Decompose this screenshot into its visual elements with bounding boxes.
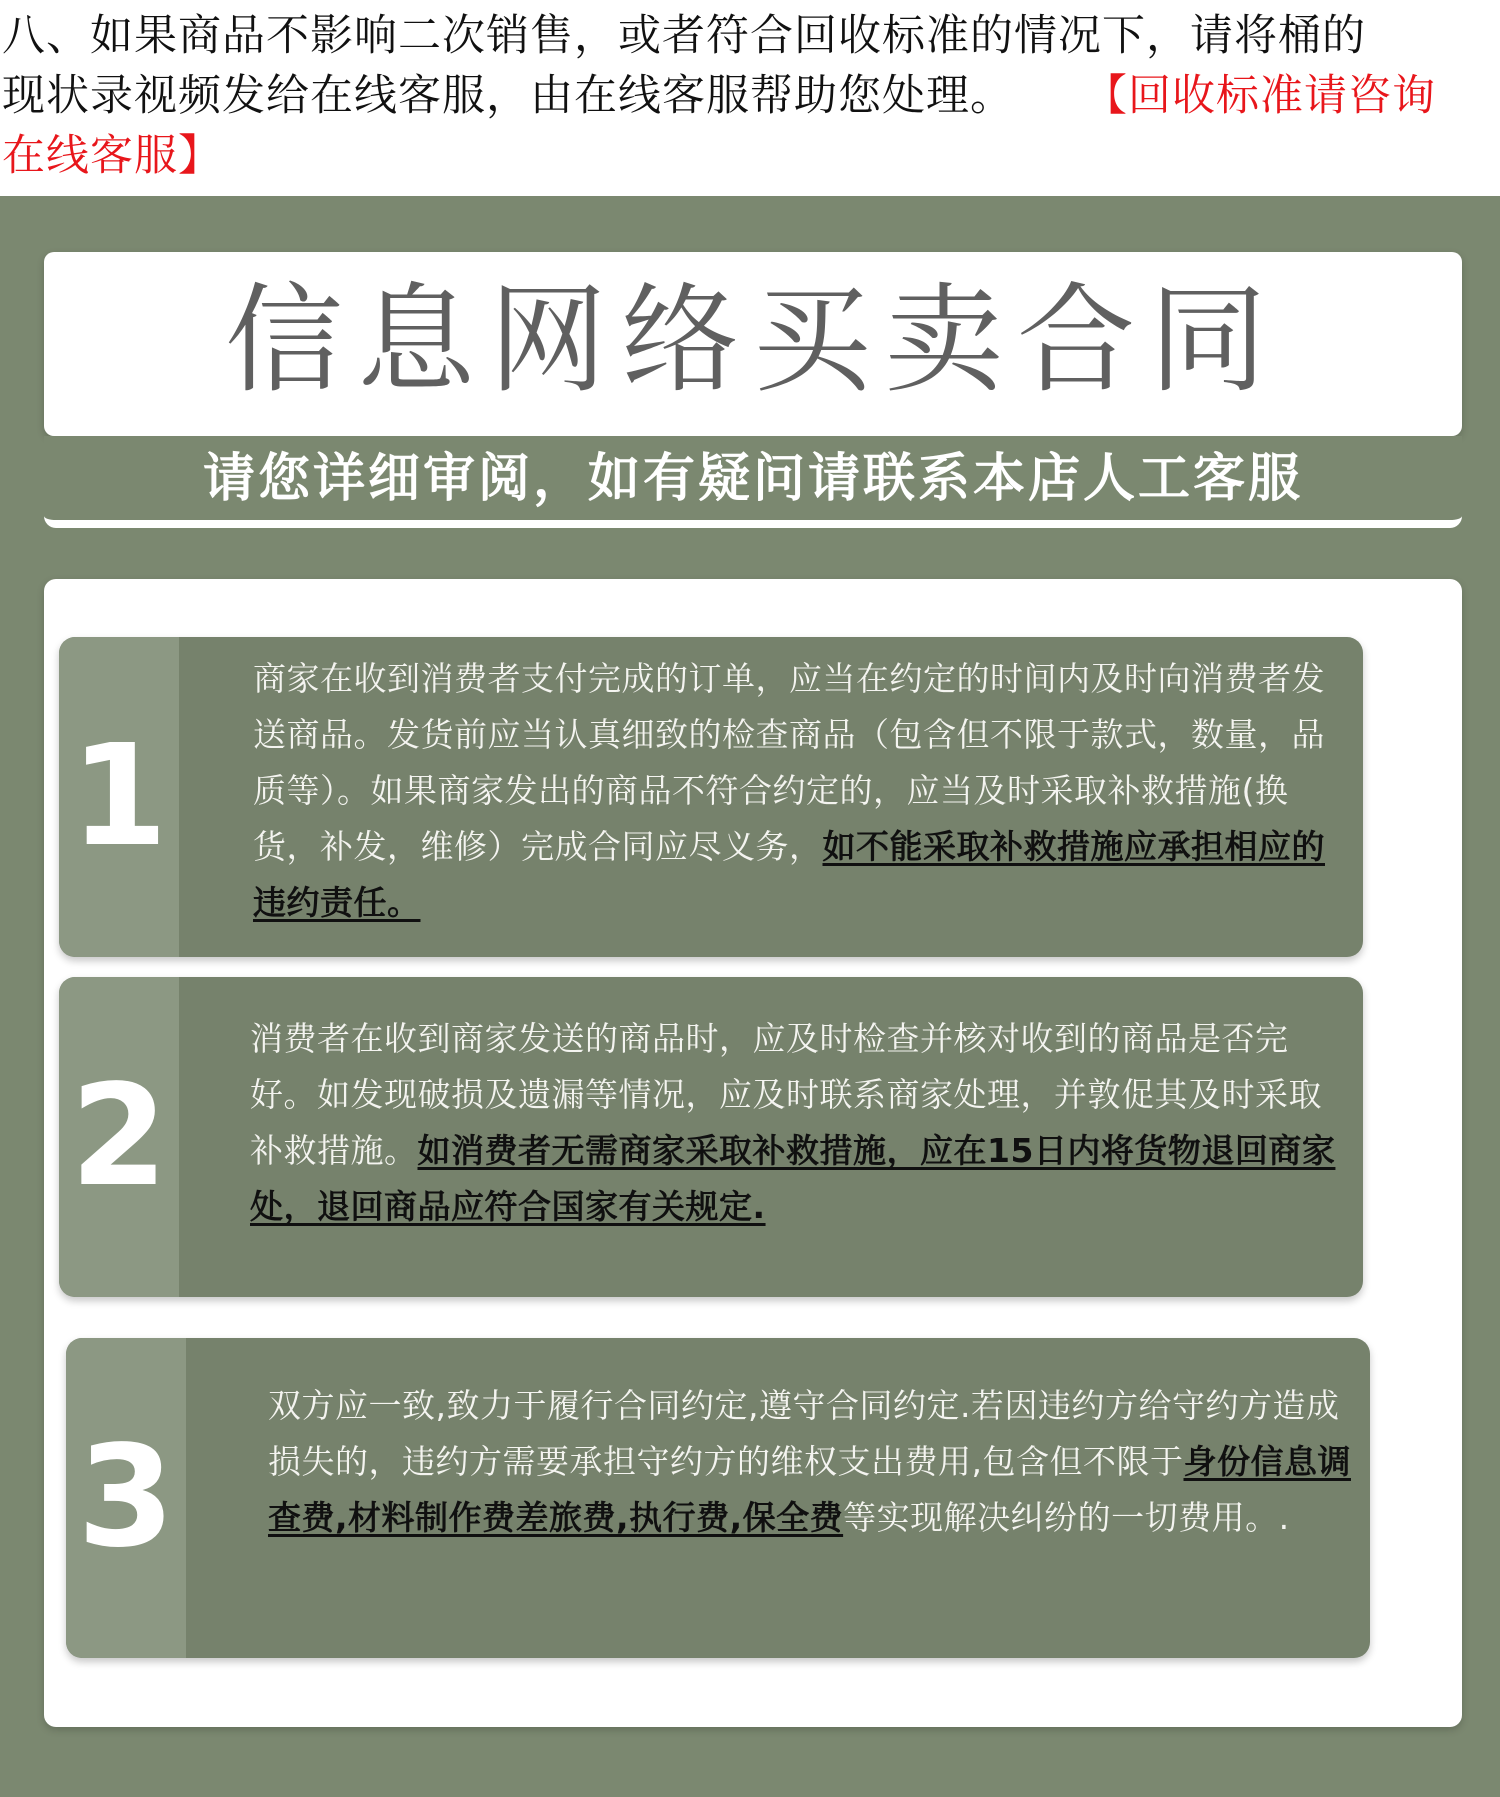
clause-emphasis: 如不能采取补救措施应承担相应的违约责任。 [253, 827, 1325, 922]
clause-body: 消费者在收到商家发送的商品时，应及时检查并核对收到的商品是否完好。如发现破损及遗漏等情况，应及时联系商家处理，并敦促其及时采取补救措施。 [250, 1019, 1322, 1170]
title-card [44, 252, 1462, 436]
clause-1 [59, 637, 1363, 957]
subtitle-band [44, 436, 1462, 528]
clause-3 [66, 1338, 1370, 1658]
clause-text [250, 1011, 1350, 1235]
notice-line-2-text: 现状录视频发给在线客服，由在线客服帮助您处理。 [2, 71, 1014, 121]
clause-emphasis: 身份信息调查费,材料制作费差旅费,执行费,保全费 [268, 1442, 1351, 1537]
clause-tail: 等实现解决纠纷的一切费用。. [843, 1498, 1290, 1537]
clause-body: 商家在收到消费者支付完成的订单，应当在约定的时间内及时向消费者发送商品。发货前应当认真细致的检查商品（包含但不限于款式，数量，品质等）。如果商家发出的商品不符合约定的，应当及时采取补救措施(换货，补发，维修）完成合同应尽义务， [253, 659, 1325, 866]
notice-line-2 [2, 66, 1500, 126]
notice-line-1: 八、如果商品不影响二次销售，或者符合回收标准的情况下，请将桶的 [2, 11, 1366, 61]
clause-2 [59, 977, 1363, 1297]
clause-text [253, 651, 1353, 931]
notice-consult-link: 【回收标准请咨询 [1084, 71, 1436, 121]
clause-emphasis: 如消费者无需商家采取补救措施，应在15日内将货物退回商家处，退回商品应符合国家有关规定. [250, 1131, 1336, 1226]
clause-number: 3 [77, 1416, 175, 1579]
notice-line-3: 在线客服】 [2, 131, 222, 181]
clause-text [268, 1378, 1368, 1546]
clause-number: 1 [70, 715, 168, 878]
clause-number: 2 [70, 1055, 168, 1218]
contract-title: 信息网络买卖合同 [224, 271, 1281, 409]
contract-poster [0, 196, 1500, 1797]
clause-body: 双方应一致,致力于履行合同约定,遵守合同约定.若因违约方给守约方造成损失的，违约方需要承担守约方的维权支出费用,包含但不限于 [268, 1386, 1340, 1481]
refund-notice [0, 0, 1500, 196]
contract-subtitle: 请您详细审阅，如有疑问请联系本店人工客服 [202, 449, 1303, 509]
